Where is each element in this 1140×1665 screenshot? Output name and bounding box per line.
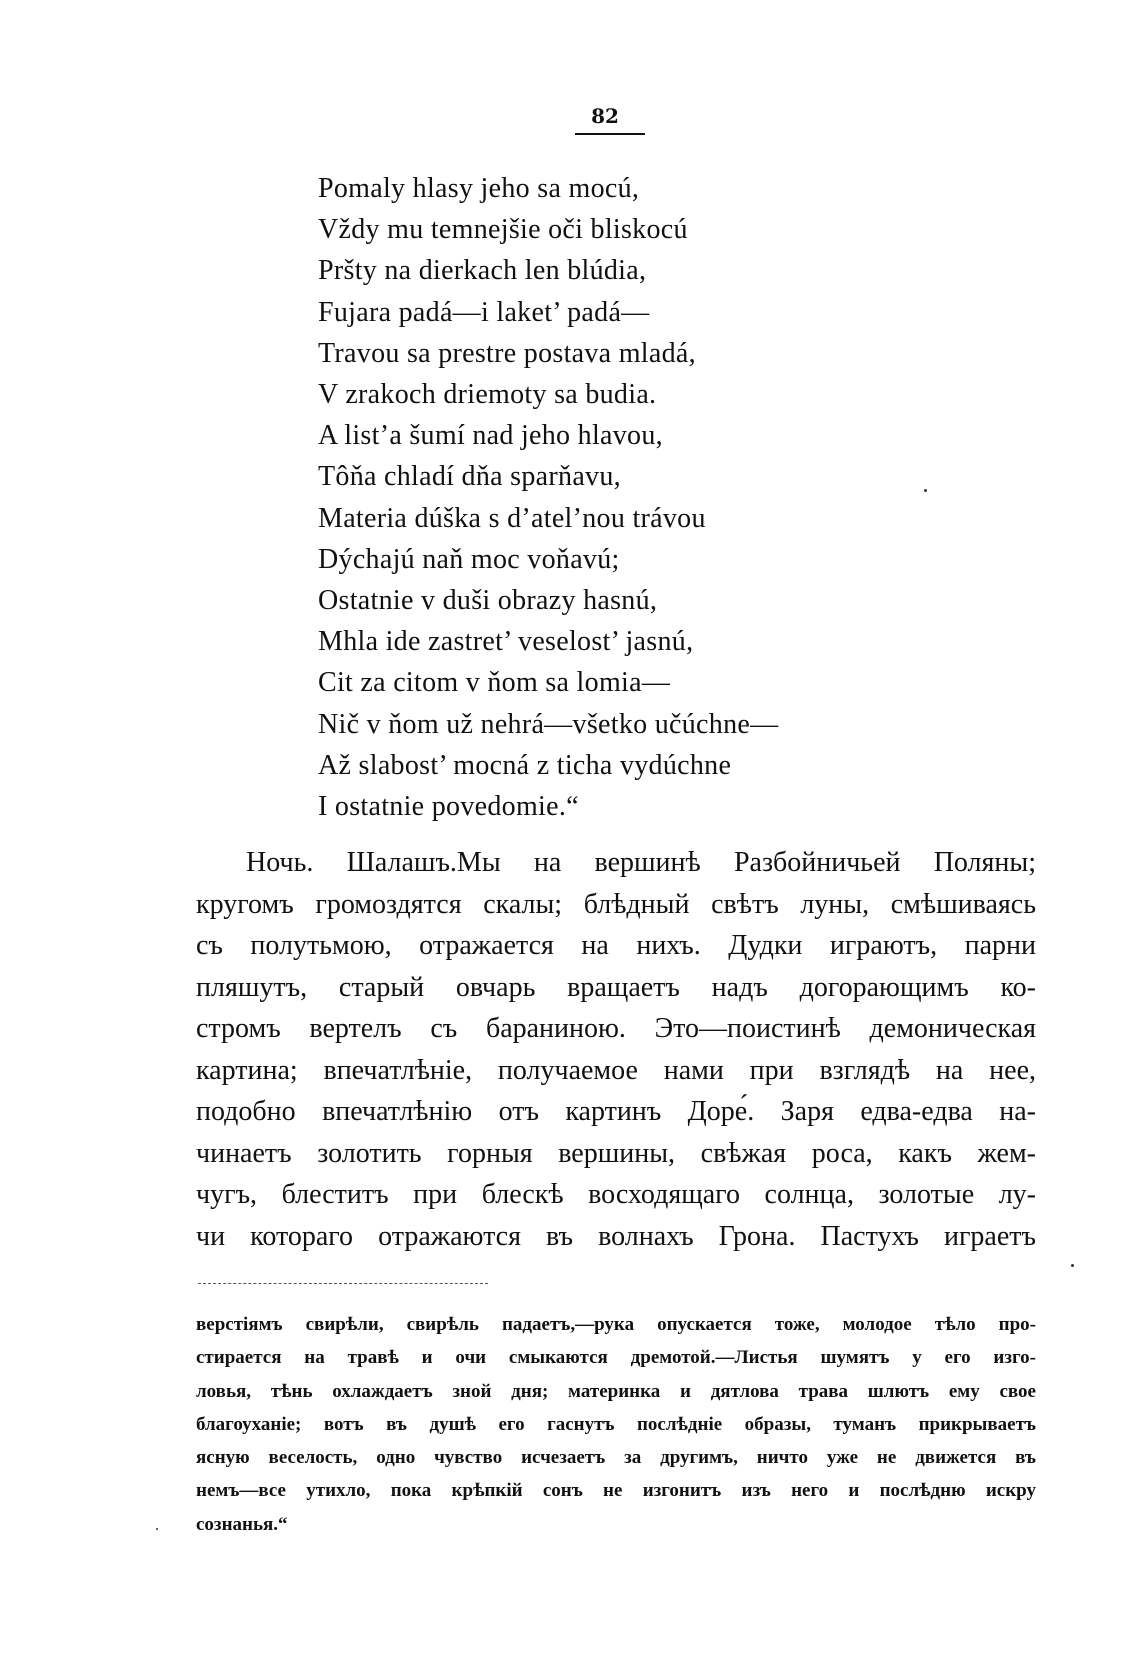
poem-line: Dýchajú naň moc voňavú; (318, 543, 620, 575)
footnote-line: верстіямъ свирѣли, свирѣль падаетъ,—рука опускается тоже, молодое тѣло про- (196, 1314, 1036, 1335)
footnote-divider (198, 1283, 488, 1285)
prose-line: чинаетъ золотить горныя вершины, свѣжая роса, какъ жем- (196, 1137, 1036, 1169)
footnote-line: сознанья.“ (196, 1513, 288, 1535)
prose-line: пляшутъ, старый овчарь вращаетъ надъ догорающимъ ко- (196, 971, 1036, 1003)
print-speck (1071, 1264, 1074, 1267)
footnote-line: ясную веселость, одно чувство исчезаетъ за другимъ, ничто уже не движется въ (196, 1447, 1036, 1469)
poem-line: Pomaly hlasy jeho sa mocú, (318, 173, 640, 204)
poem-line: Fujara padá—i laket’ padá— (318, 296, 650, 328)
prose-paragraph (196, 842, 1036, 1257)
poem-line: Nič v ňom už nehrá—všetko učúchne— (318, 708, 779, 740)
poem-line: V zrakoch driemoty sa budia. (318, 379, 657, 411)
prose-line: съ полутьмою, отражается на нихъ. Дудки играютъ, парни (196, 930, 1036, 961)
poem-line: I ostatnie povedomie.“ (318, 791, 579, 823)
poem-line: Až slabost’ mocná z ticha vydúchne (318, 749, 732, 781)
prose-line: Ночь. Шалашъ.Мы на вершинѣ Разбойничьей Поляны; (246, 847, 1036, 878)
poem-line: Pršty na dierkach len blúdia, (318, 255, 647, 287)
poem-line: Mhla ide zastret’ veselost’ jasnú, (318, 626, 694, 658)
prose-line: стромъ вертелъ съ бараниною. Это—поистинѣ демоническая (196, 1013, 1036, 1044)
print-speck (924, 489, 927, 492)
page-number-underline (575, 133, 645, 135)
footnote-line: стирается на травѣ и очи смыкаются дремотой.—Листья шумятъ у его изго- (196, 1347, 1036, 1369)
prose-line: подобно впечатлѣнію отъ картинъ Доре́. Заря едва-едва на- (196, 1096, 1036, 1127)
poem-line: Travou sa prestre postava mladá, (318, 337, 696, 369)
prose-line: кругомъ громоздятся скалы; блѣдный свѣтъ луны, смѣшиваясь (196, 888, 1036, 920)
prose-line: картина; впечатлѣніе, получаемое нами при взглядѣ на нее, (196, 1054, 1036, 1086)
poem-line: Tôňa chladí dňa sparňavu, (318, 461, 621, 493)
footnote-line: благоуханіе; вотъ въ душѣ его гаснутъ послѣдніе образы, туманъ прикрываетъ (196, 1413, 1036, 1435)
print-speck (156, 1528, 158, 1530)
poem-line: Vždy mu temnejšie oči bliskocú (318, 214, 688, 246)
footnote (196, 1308, 1036, 1541)
prose-line: чи котораго отражаются въ волнахъ Грона. Пастухъ играетъ (196, 1220, 1036, 1252)
poem-stanza (318, 168, 1078, 827)
prose-line: чугъ, блеститъ при блескѣ восходящаго солнца, золотые лу- (196, 1179, 1036, 1210)
poem-line: A list’a šumí nad jeho hlavou, (318, 420, 663, 452)
poem-line: Ostatnie v duši obrazy hasnú, (318, 585, 658, 617)
page-number: 82 (591, 104, 619, 128)
poem-line: Materia dúška s d’atel’nou trávou (318, 502, 706, 534)
footnote-line: ловья, тѣнь охлаждаетъ зной дня; материнка и дятлова трава шлютъ ему свое (196, 1380, 1036, 1402)
poem-line: Cit za citom v ňom sa lomia— (318, 667, 671, 699)
footnote-line: немъ—все утихло, пока крѣпкій сонъ не изгонитъ изъ него и послѣдню искру (196, 1480, 1036, 1502)
